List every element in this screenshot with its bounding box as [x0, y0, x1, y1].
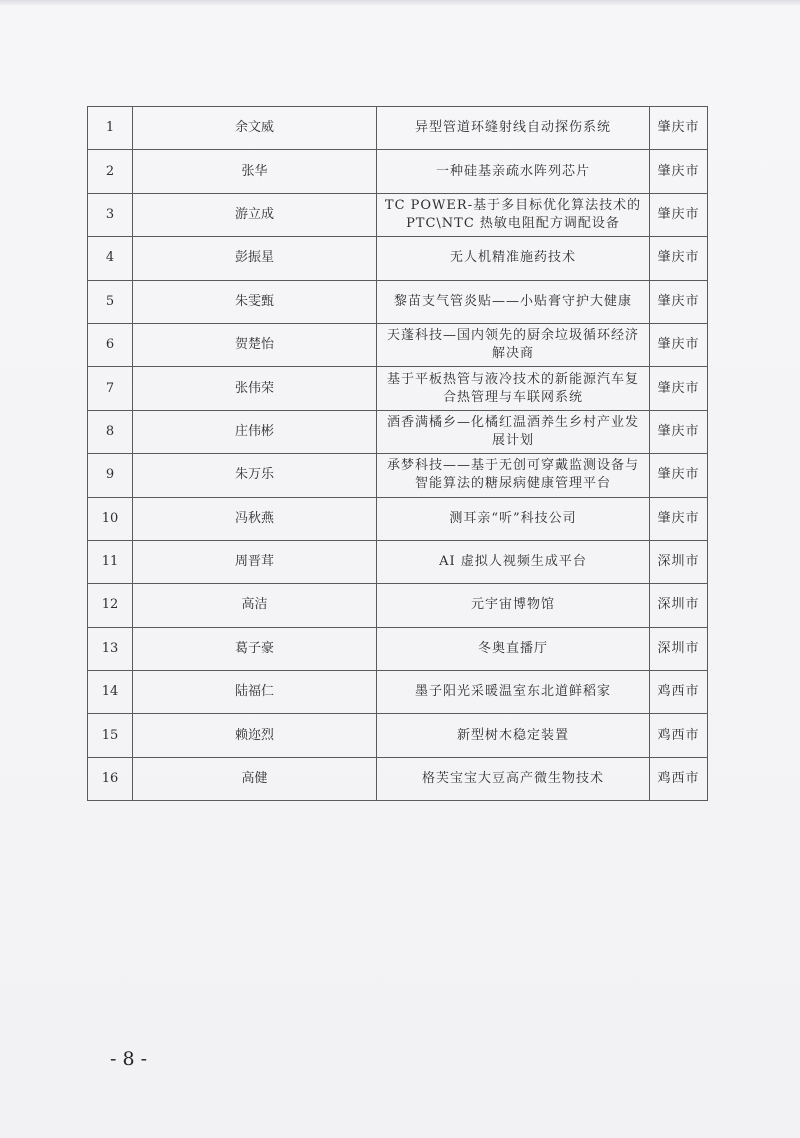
project-title: 承梦科技——基于无创可穿戴监测设备与智能算法的糖尿病健康管理平台: [377, 454, 650, 497]
person-name: 庄伟彬: [133, 410, 377, 453]
table-row: [88, 671, 708, 714]
person-name: 张伟荣: [133, 367, 377, 410]
city-name: 肇庆市: [650, 454, 708, 497]
participant-table: [87, 106, 708, 801]
person-name: 张华: [133, 150, 377, 193]
project-title: 异型管道环缝射线自动探伤系统: [377, 107, 650, 150]
project-title: 酒香满橘乡—化橘红温酒养生乡村产业发展计划: [377, 410, 650, 453]
project-title: 墨子阳光采暖温室东北道鲜稻家: [377, 671, 650, 714]
table-row: [88, 367, 708, 410]
person-name: 余文威: [133, 107, 377, 150]
table-row: [88, 584, 708, 627]
city-name: 肇庆市: [650, 193, 708, 236]
table-row: [88, 280, 708, 323]
table-row: [88, 193, 708, 236]
row-number: 15: [88, 714, 133, 757]
row-number: 13: [88, 627, 133, 670]
city-name: 鸡西市: [650, 671, 708, 714]
city-name: 肇庆市: [650, 367, 708, 410]
row-number: 8: [88, 410, 133, 453]
person-name: 冯秋燕: [133, 497, 377, 540]
project-title: 测耳亲“听”科技公司: [377, 497, 650, 540]
person-name: 陆福仁: [133, 671, 377, 714]
table-row: [88, 454, 708, 497]
project-title: 一种硅基亲疏水阵列芯片: [377, 150, 650, 193]
person-name: 高洁: [133, 584, 377, 627]
person-name: 赖迩烈: [133, 714, 377, 757]
page-number: - 8 -: [110, 1048, 148, 1070]
person-name: 彭振星: [133, 237, 377, 280]
row-number: 14: [88, 671, 133, 714]
table-row: [88, 757, 708, 800]
city-name: 深圳市: [650, 540, 708, 583]
person-name: 朱万乐: [133, 454, 377, 497]
table-row: [88, 107, 708, 150]
row-number: 7: [88, 367, 133, 410]
row-number: 1: [88, 107, 133, 150]
table-row: [88, 627, 708, 670]
row-number: 2: [88, 150, 133, 193]
city-name: 肇庆市: [650, 410, 708, 453]
row-number: 12: [88, 584, 133, 627]
table-row: [88, 497, 708, 540]
project-title: 格芙宝宝大豆高产微生物技术: [377, 757, 650, 800]
city-name: 肇庆市: [650, 280, 708, 323]
project-title: 冬奥直播厅: [377, 627, 650, 670]
row-number: 5: [88, 280, 133, 323]
person-name: 葛子豪: [133, 627, 377, 670]
city-name: 肇庆市: [650, 237, 708, 280]
table-row: [88, 323, 708, 366]
city-name: 肇庆市: [650, 107, 708, 150]
city-name: 深圳市: [650, 584, 708, 627]
row-number: 16: [88, 757, 133, 800]
city-name: 深圳市: [650, 627, 708, 670]
table-row: [88, 410, 708, 453]
city-name: 肇庆市: [650, 497, 708, 540]
person-name: 游立成: [133, 193, 377, 236]
project-title: TC POWER-基于多目标优化算法技术的PTC\NTC 热敏电阻配方调配设备: [377, 193, 650, 236]
person-name: 贺楚怡: [133, 323, 377, 366]
table-row: [88, 714, 708, 757]
scan-shadow: [0, 0, 800, 6]
person-name: 高健: [133, 757, 377, 800]
project-title: AI 虚拟人视频生成平台: [377, 540, 650, 583]
city-name: 肇庆市: [650, 323, 708, 366]
row-number: 9: [88, 454, 133, 497]
city-name: 肇庆市: [650, 150, 708, 193]
person-name: 朱雯甄: [133, 280, 377, 323]
row-number: 4: [88, 237, 133, 280]
project-title: 天蓬科技—国内领先的厨余垃圾循环经济解决商: [377, 323, 650, 366]
row-number: 3: [88, 193, 133, 236]
project-title: 基于平板热管与液冷技术的新能源汽车复合热管理与车联网系统: [377, 367, 650, 410]
row-number: 6: [88, 323, 133, 366]
row-number: 11: [88, 540, 133, 583]
project-title: 黎苗支气管炎贴——小贴膏守护大健康: [377, 280, 650, 323]
project-title: 新型树木稳定装置: [377, 714, 650, 757]
city-name: 鸡西市: [650, 757, 708, 800]
row-number: 10: [88, 497, 133, 540]
person-name: 周晋茸: [133, 540, 377, 583]
project-title: 元宇宙博物馆: [377, 584, 650, 627]
table-body: [88, 107, 708, 801]
table-row: [88, 150, 708, 193]
table-row: [88, 540, 708, 583]
table-row: [88, 237, 708, 280]
project-title: 无人机精准施药技术: [377, 237, 650, 280]
city-name: 鸡西市: [650, 714, 708, 757]
